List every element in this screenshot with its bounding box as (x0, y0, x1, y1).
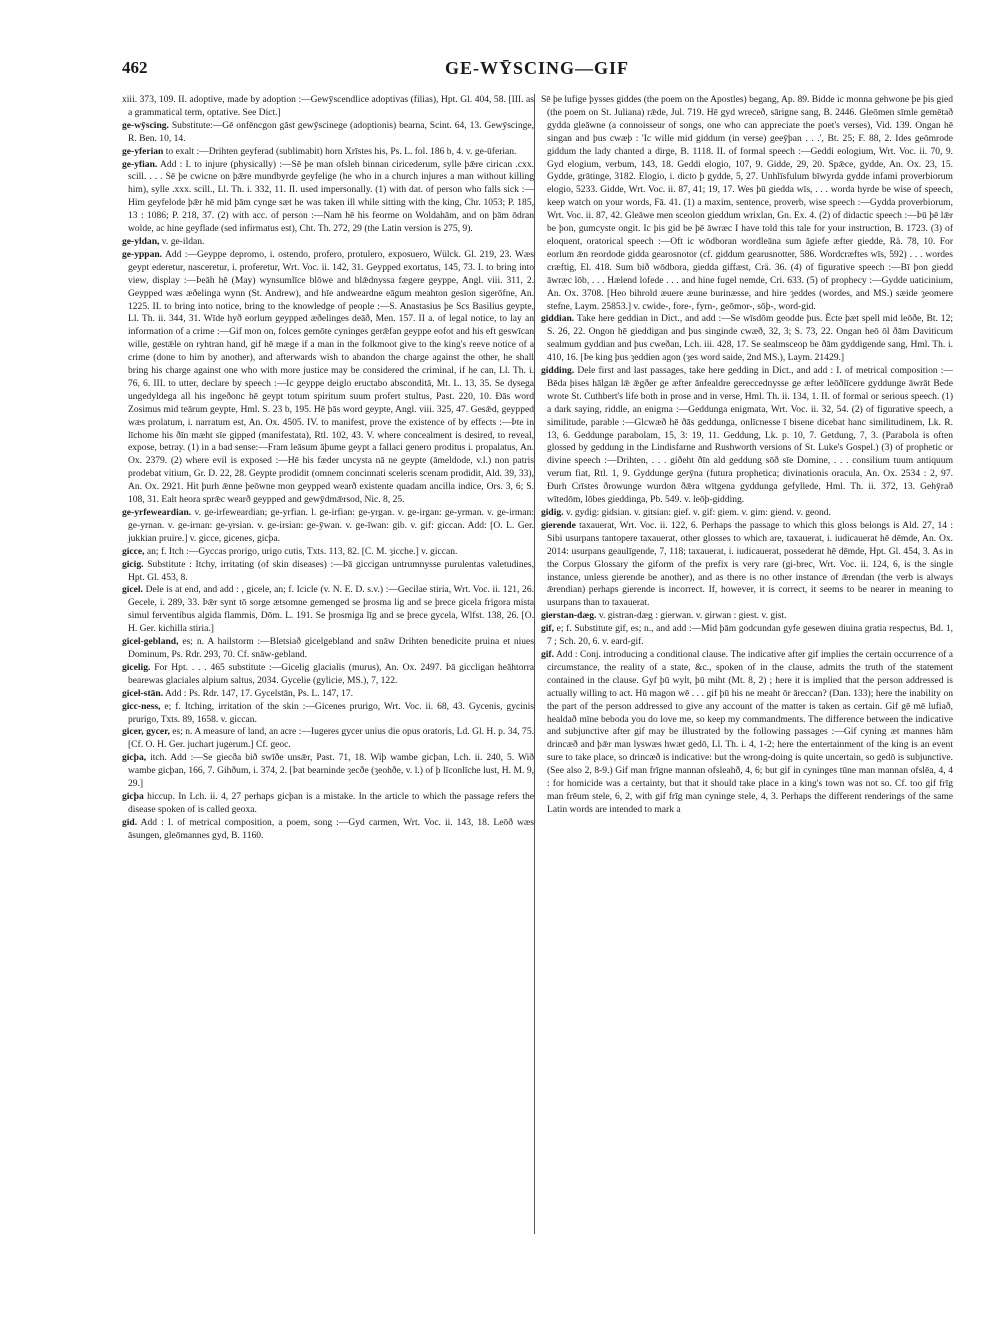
dictionary-entry (122, 636, 534, 662)
dictionary-entry (541, 94, 953, 313)
entry-text: v. gydig: gidsian. v. gitsian: gief. v. gif: giem. v. gim: giend. v. geond. (565, 507, 831, 518)
dictionary-entry (541, 365, 953, 507)
entry-headword: gicce, (122, 545, 145, 557)
dictionary-entry (122, 546, 534, 559)
dictionary-entry (122, 662, 534, 688)
entry-text: to exalt :—Drihten geyferad (sublimabit) horn Xrīstes his, Ps. L. fol. 186 b, 4. v. ge-ūferian. (165, 145, 517, 157)
dictionary-entry (122, 817, 534, 843)
dictionary-entry (122, 584, 534, 636)
page-header (122, 58, 952, 84)
entry-headword: ge-yferian (122, 145, 164, 157)
entry-text: es; n. A hailstorm :—Bletsiað gicelgebland and snāw Drihten benedicite pruina et niues Dominum, Ps. Rdr. 293, 70. Cf. snāw-gebland. (128, 636, 534, 660)
entry-text: an; f. Itch :—Gyccas prorigo, urigo cutis, Txts. 113, 82. [C. M. ȝicche.] v. giccan. (146, 545, 458, 557)
entry-headword: gicel-stān. (122, 687, 164, 699)
entry-headword: gicer, gycer, (122, 726, 170, 738)
entry-text: Add : Ps. Rdr. 147, 17. Gycelstān, Ps. L. 147, 17. (164, 687, 354, 699)
entry-text: taxauerat, Wrt. Voc. ii. 122, 6. Perhaps the passage to which this gloss belongs is Ald. 27, 14 : Sibi usurpans tantopere taxauerat, other glosses to which are, taxauerat, i. iudicauerat hē dēmde, An. Ox. 2014: usurpans geaulīgende, 7, 118; taxauerat, i. iudicauerat, possederat hē dēmde, Hpt. Gl. 454, 3. As in the Corpus Glossary the giform of the prefix is very rare (gi-brec, Wrt. Voc. ii. 124, 6, is the single instance, unless gierende be another), and as there is no other instance of ǣrendan (the verb is always ǣrendian) perhaps gierende is incorrect. If, however, it is correct, it seems to be nearer in meaning to usurpans than to taxauerat. (547, 519, 953, 609)
dictionary-entry (541, 649, 953, 817)
entry-text: xiii. 373, 109. II. adoptive, made by adoption :—Gewȳscendlice adoptivas (filias), Hpt. Gl. 404, 58. [III. as a grammatical term, optative. See Dict.] (122, 94, 534, 118)
entry-headword: gidding. (541, 365, 575, 377)
entry-text: hiccup. In Lch. ii. 4, 27 perhaps gicþan is a mistake. In the article to which the passage refers the disease spoken of is called geoxa. (128, 790, 534, 815)
running-head: GE-WȲSCING—GIF (444, 58, 629, 78)
right-column (541, 94, 953, 1234)
dictionary-entry (122, 249, 534, 507)
entry-headword: gicel-gebland, (122, 636, 179, 648)
entry-text: v. gistran-dæg : gierwan. v. girwan : giest. v. gist. (598, 610, 787, 622)
dictionary-entry (122, 688, 534, 701)
entry-headword: gif. (541, 648, 554, 660)
dictionary-entry (122, 507, 534, 546)
dictionary-entry (541, 623, 953, 649)
dictionary-entry (122, 701, 534, 727)
entry-headword: gicc-ness, (122, 700, 161, 712)
entry-headword: gid. (122, 816, 138, 828)
entry-text: v. ge-ildan. (161, 235, 205, 247)
entry-text: For Hpt. . . . 465 substitute :—Gicelig glacialis (murus), An. Ox. 2497. Þā giccligan heāhtorra bearewas glaciales alpium saltus, 2034. Gycelie (gylicie, MS.), 7, 122. (128, 661, 534, 686)
entry-text: Substitute : Itchy, irritating (of skin diseases) :—Þā giccigan untrumnysse purulentas valetudines, Hpt. Gl. 453, 8. (128, 558, 534, 583)
entry-headword: gidig. (541, 507, 564, 518)
column-divider (534, 94, 535, 1234)
entry-text: Sē þe lufige þysses giddes (the poem on the Apostles) begang, Ap. 89. Bidde ic monna gehwone þe þis gied (the poem on St. Juliana) rǣde, Jul. 719. Hē gyd wreceð, sārigne sang, B. 2446. Gleōmen sīmle gemētað gydda gleāwne (a connoisseur of songs, one who can appreciate the poet's verses), Vid. 139. Ongan hē singan and þus cwæþ : 'Ic wille mid giddum (in verse) geeȳþan . . .', Bt. 25; F. 88, 2. Ides geōmrode giddum the lady chanted a dirge, B. 1118. II. of formal speech :—Geddi eologium, Wrt. Voc. ii. 70, 9. Gyd elogium, verbum, 143, 18. Geddi elogio, 107, 9. Gidde, 29, 20. Spǣce, gydde, An. Ox. 23, 15. Gydde, grātinge, 3182. Elogio, i. dicto þ gydde, 5, 27. Unhlīsfulum bīwyrda gydde infami proverbiorum elogio, 5233. Gidde, Wrt. Voc. ii. 87, 41; 19, 17. Wes þū giedda wīs, . . . worda hyrde be wise of speech, keep watch on your words, Fā. 41. (1) a maxim, sentence, proverb, wise speech :—Gydda proverbiorum, Wrt. Voc. ii. 87, 42. Gleāwe men sceolon gieddum wrixlan, Gn. Ex. 4. (2) of didactic speech :—Þū þē lǣr be þon, gumcyste ongit. Ic þis gid be þē āwræc I have told this tale for your instruction, B. 1723. (3) of eloquent, oratorical speech :—Oft ic wōdboran wordleāna sum āgiefe æfter giedde, Rä. 78, 10. For eorlum ǣn reordode gidda gearosnotor (cf. giddum gearusnotter, 586. Wordcræftes wīs, 592) . . . wordes cræftig, El. 418. Sum bið wōdbora, giedda giffæst, Crä. 36. (4) of figurative speech :—Bī þon giedd āwræc lōb, . . . Hælend lofede . . . and hine fugel nemde, Cri. 633. (5) of prophecy :—Gydde uaticinium, An. Ox. 3708. [Heo bihrold æuere æune burinæsse, and hire ȝeddes (wordes, and MS.) sæide ȝeomere stefne, Laym. 25853.] v. cwide-, fore-, fyrn-, geōmor-, sōþ-, word-gid. (541, 94, 953, 312)
entry-text: Dele is at end, and add : , gicele, an; f. Icicle (v. N. E. D. s.v.) :—Gecilae stiria, Wrt. Voc. ii. 121, 26. Gecele, i. 289, 33. Þǣr synt tō sorge ætsomne gemenged se þrosma lig and se þrece gicela frigora mista simul ferventibus algida flammis, Dōm. L. 191. Se þrosmiga līg and se þrece gycela, Wlfst. 138, 26. [O. H. Ger. kichilla stiria.] (128, 584, 534, 635)
entry-text: es; n. A measure of land, an acre :—Iugeres gycer unius die opus oratoris, Ld. Gl. H. p. 34, 75. [Cf. O. H. Ger. juchart jugerum.] Cf. geoc. (128, 726, 534, 751)
entry-headword: ge-yfian. (122, 158, 158, 170)
dictionary-entry (122, 120, 534, 146)
dictionary-entry (122, 752, 534, 791)
entry-headword: ge-yppan. (122, 248, 163, 260)
entry-text: e; f. Itching, irritation of the skin :—Gicenes prurigo, Wrt. Voc. ii. 68, 43. Gycenis, gycinis prurigo, Txts. 89, 1658. v. giccan. (128, 700, 534, 725)
entry-text: Add : Conj. introducing a conditional clause. The indicative after gif implies the certain occurrence of a circumstance, the reality of a state, &c., spoken of in the clause, admits the truth of the statement contained in the clause. Gyf þū wylt, þū miht (Mt. 8, 2) ; here it is implied that the person addressed is actually willing to act. Hū magon wē . . . gif þū his ne meaht ōr āreccan? (Dan. 133); here the inability on the part of the person addressed to give any account of the matter is taken as certain. Gif gē mē lufiað, healdað mīne beboda you do love me, so keep my commandments. The difference between the indicative and subjunctive after gif may be illustrated by the following passages :—Gif cyning æt mannes hām drincæð and þǣr man lyswæs hwæt gedō, Ll. Th. i. 4, 1-2; here the entertainment of the king is an event sure to take place, so drincæð is indicative: but the wrong-doing is quite uncertain, so gedō is subjunctive. (See also 2, 8-9.) Gif man frīgne mannan ofsleahð, 4, 6; but gif in cyninges tūne man mannan ofslēa, 4, 4 : for homicide was a certainty, but that it should take place in a king's town was not so. Cf. too gif frīg man frēum stele, 6, 2, with gif frīg man cyninge stele, 4, 3. Perhaps the different renderings of the same Latin words are intended to mark a (547, 648, 953, 815)
dictionary-entry (541, 507, 953, 520)
dictionary-entry (122, 559, 534, 585)
entry-text: Substitute:—Gē onfēncgon gāst gewȳscinege (adoptionis) bearna, Scint. 64, 13. Gewȳscinge, R. Ben. 10, 14. (128, 119, 534, 144)
dictionary-entry (122, 236, 534, 249)
dictionary-entry (122, 159, 534, 236)
entry-headword: gierende (541, 519, 576, 531)
left-column (122, 94, 534, 1234)
dictionary-entry (541, 520, 953, 610)
entry-headword: gierstan-dæg. (541, 610, 597, 622)
page-number: 462 (122, 58, 148, 77)
entry-headword: gicþa (122, 790, 144, 802)
dictionary-entry (122, 791, 534, 817)
dictionary-entry (122, 94, 534, 120)
entry-text: Add :—Geyppe depromo, i. ostendo, profero, protulero, exposuero, Wülck. Gl. 219, 23. Wæs geypt ederetur, nasceretur, i. proferetur, Wrt. Voc. ii. 142, 31. Geypped exortatus, 145, 73. I. to bring into view, display :—Þeāh hē (May) wynsumlīce blōwe and blǣdnyssa fægere geyppe, Angl. viii. 311, 2. Geypped wæs æðelinga wynn (St. Andrew), and hīe andweardne eāgum meahton gesīon sigerōfne, An. 1225. II. to bring into notice, bring to the knowledge of people :—S. Anastasius þe Scs Basilius geypte, Ll. Th. ii. 344, 31. Wīde hyð eorlum geypped æðelinges deāð, Men. 157. II a. of legal notice, to lay an information of a crime :—Gif mon on, folces gemōte cyninges gerǣfan geyppe eofot and his eft geswīcan wille, gestǣle on ryhtran hand, gif hē mæge if a man in the folkmoot give to the king's reeve notice of a crime (done to him by another), and afterwards wish to abandon the charge against the other, he shall bring his charge against one who with more justice may be considered the criminal, if he can, Ll. Th. i. 76, 6. III. to utter, declare by speech :—Ic geyppe deiglo eructabo absconditā, Mt. L. 13, 35. Se dysega ungedyldega all his ingeðonc hē geypt totum spiritum suum profert stultus, Past. 220, 10. Ðās word Zosimus mid teārum geypte, Hml. S. 23 b, 195. Hē þās word geypte, Angl. viii. 325, 47. Gesǣd, geypped wæs prolatum, i. narratum est, An. Ox. 4505. IV. to manifest, prove the existence of by effects :—Þte in līchome his ðīn mæht sīe gipped (manifestata), Rtl. 102, 43. V. where concealment is desired, to reveal, expose, betray. (1) in a bad sense:—Fram leāsum āþume geypt a fallaci genero proditus i. propalatus, An. Ox. 2379. (2) where evil is exposed :—Hē his fæder uncysta nā ne geypte (āmeldode, v.l.) non patris prodebat vitium, Gr. D. 22, 28. Geypte prodidit (omnem concinnati sceleris scenam prodidit, Ald. 39, 33), An. Ox. 2921. Hit þurh ǣnne þeōwne mon geypped wearð existente quadam ancilla indice, Ors. 3, 6; S. 108, 31. Ealt heora sprǣc wearð geypped and gewȳdmǣrsod, Nic. 8, 25. (128, 248, 534, 506)
entry-headword: gicel. (122, 584, 143, 596)
entry-text: Take here geddian in Dict., and add :—Se wīsdōm geodde þus. Ēcte þæt spell mid leōðe, Bt. 12; S. 26, 22. Ongon hē gieddigan and þus singinde cwæð, 32, 3; S. 73, 22. Ongan heō ōl ðām Daviticum sealmum gyddian and þus cweðan, Lch. iii. 428, 17. Se sealmsceop be ðām gyddigende sang, Hml. Th. i. 410, 16. [Þe king þus ȝeddien agon (ȝes word saide, 2nd MS.), Laym. 21429.] (547, 313, 953, 364)
entry-text: e; f. Substitute gif, es; n., and add :—Mid þām godcundan gyfe gesewen diuina gratia respectus, Bd. 1, 7 ; Sch. 20, 6. v. eard-gif. (547, 623, 953, 648)
entry-text: Add : I. of metrical composition, a poem, song :—Gyd carmen, Wrt. Voc. ii. 143, 18. Leōð wæs āsungen, gleōmannes gyd, B. 1160. (128, 816, 534, 841)
entry-headword: gicelig. (122, 661, 151, 673)
entry-headword: gicþa, (122, 752, 147, 764)
entry-text: Add : I. to injure (physically) :—Sē þe man ofsleh binnan ciricederum, sylle þǣre cirican .cxx. scill. . . . Sē þe cwicne on þǣre mundbyrde geyfelige (he who in a church injures a man without killing him), sylle .xxx. scill., Ll. Th. i. 332, 11. II. used impersonally. (1) with dat. of person who falls sick :—Him geyfelode þǣr hē mid þām cynge sæt he was taken ill while sitting with the king, Chr. 1053; P. 185, 13 : 1086; P. 218, 37. (2) with acc. of person :—Nam hē his feorme on Woldahām, and on þām ōdran wolde, ac hine geyflade (sed infirmatus est), Cht. Th. 272, 29 (the Latin version is 275, 9). (128, 158, 534, 235)
entry-text: itch. Add :—Se giecða bið swīðe unsǣr, Past. 71, 18. Wiþ wambe gicþan, Lch. ii. 240, 5. Wið wambe gicþan, 166, 7. Gihðum, i. 374, 2. [Þat bearninde ȝecðe (ȝeohðe, v. l.) of þ līconlīche lust, H. M. 9, 29.] (128, 752, 534, 790)
entry-text: Dele first and last passages, take here gedding in Dict., and add : I. of metrical composition :—Bēda þises hālgan lǣ ǣgðer ge æfter ānfealdre gereccednysse ge æfter leōðlīcere gyddunge āwrāt Bede wrote St. Cuthbert's life both in prose and in verse, Hml. Th. ii. 134, 1. II. of formal or serious speech. (1) a dark saying, riddle, an enigma :—Geddunga enigmata, Wrt. Voc. ii. 32, 54. (2) of figurative speech, a similitude, parable :—Glcwæð hē ðās geddunga, onlīcnesse ī bisene dicebat hanc similitudinem, Lk. R. 13, 6. Geddunge parabolam, 15, 3: 19, 11. Geddung, Lk. p. 10, 7. Getdung, 7, 3. (Parabola is often glossed by geddung in the Lindisfarne and Rushworth versions of St. Luke's Gospel.) (3) of prophetic or divine speech :—Drihten, . . . giðeht ðīn ald geddung sōð sīe Domine, . . . consilium tuum antiquum verum fiat, Rtl. 1, 9. Gyddunge gerȳna (futura prophetica; divinationis oracula, An. Ox. 2534 : 2, 97. Ðurh Crīstes ðrowunge wurdon ðǣra wītgena gyddunga gefyllede, Hml. Th. ii. 372, 13. Gehȳrað wītedōm, lōbes gieddinga, Pb. 549. v. leōþ-gidding. (547, 365, 953, 506)
entry-headword: ge-yldan, (122, 235, 160, 247)
entry-headword: gicig. (122, 558, 144, 570)
dictionary-entry (541, 610, 953, 623)
entry-text: v. ge-irfeweardian; ge-yrfian. l. ge-irfian: ge-yrgan. v. ge-irgan: ge-yrman. v. ge-irman: ge-yrnan. v. ge-irnan: ge-yrsian. v. ge-irsian: ge-ȳwan. v. ge-īwan: gib. v. gif: giccan. Add: [O. L. Ger. jukkian pruire.] v. gicce, gicenes, gicþa. (128, 507, 534, 544)
dictionary-entry (122, 146, 534, 159)
entry-headword: giddian. (541, 313, 575, 325)
entry-headword: gif, (541, 623, 554, 635)
dictionary-entry (541, 313, 953, 365)
dictionary-entry (122, 726, 534, 752)
entry-headword: ge-yrfeweardian. (122, 507, 192, 518)
entry-headword: ge-wȳscing. (122, 119, 169, 131)
